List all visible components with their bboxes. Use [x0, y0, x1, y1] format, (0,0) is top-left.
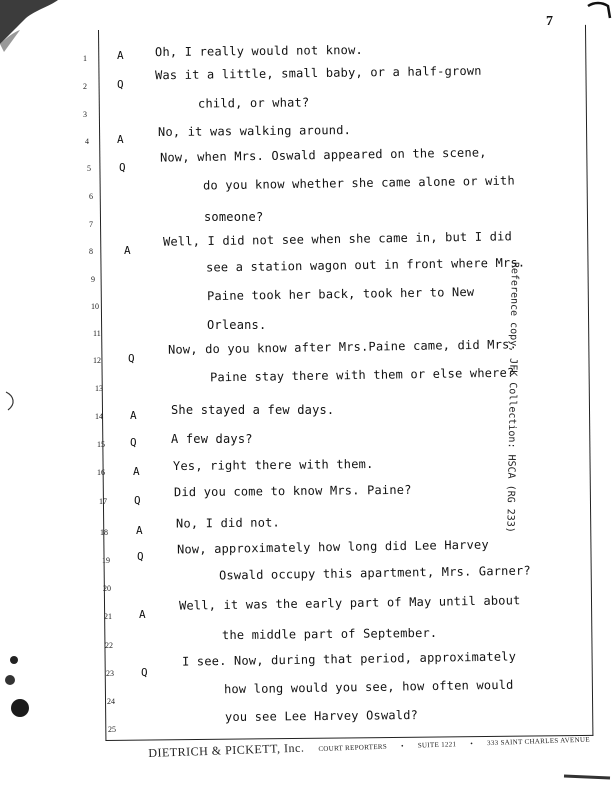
archive-reference-note: Reference copy, JFK Collection: HSCA (RG 233)	[504, 261, 520, 533]
page-number: 7	[546, 14, 553, 29]
line-number: 14	[95, 412, 103, 421]
line-number: 15	[97, 440, 105, 449]
speaker-label: A	[117, 49, 124, 62]
line-number: 7	[89, 220, 93, 229]
line-number: 4	[85, 137, 89, 146]
testimony-text: Did you come to know Mrs. Paine?	[173, 482, 412, 500]
bottom-right-mark	[562, 770, 612, 782]
address-label: 333 SAINT CHARLES AVENUE	[486, 735, 590, 748]
speaker-label: A	[136, 524, 143, 537]
left-margin-blot	[2, 650, 32, 730]
testimony-text: how long would you see, how often would	[223, 677, 514, 697]
suite-label: SUITE 1221	[417, 740, 457, 750]
line-number: 16	[97, 468, 105, 477]
court-reporters-label: COURT REPORTERS	[318, 742, 388, 754]
testimony-text: Oswald occupy this apartment, Mrs. Garner?	[218, 563, 531, 583]
scan-corner-smudge	[0, 0, 70, 70]
testimony-text: Now, approximately how long did Lee Harvey	[176, 537, 489, 557]
testimony-text: do you know whether she came alone or with	[202, 173, 515, 193]
testimony-text: Orleans.	[207, 318, 267, 332]
line-number: 13	[95, 384, 103, 393]
line-number: 2	[83, 82, 87, 91]
separator-dot: •	[400, 742, 404, 751]
line-number: 17	[99, 497, 107, 506]
speaker-label: A	[130, 409, 137, 422]
line-number: 8	[89, 247, 93, 256]
line-number: 25	[108, 725, 116, 734]
line-number: 5	[87, 164, 91, 173]
line-number: 11	[93, 329, 101, 338]
testimony-text: someone?	[204, 210, 264, 224]
testimony-text: Was it a little, small baby, or a half-grown	[154, 63, 482, 83]
line-number: 9	[91, 275, 95, 284]
testimony-text: Now, do you know after Mrs.Paine came, did Mrs.	[167, 337, 518, 357]
testimony-text: I see. Now, during that period, approximately	[181, 649, 517, 669]
firm-name: DIETRICH & PICKETT, Inc.	[148, 740, 305, 760]
testimony-text: Paine stay there with them or else where?	[209, 365, 515, 385]
line-number: 6	[89, 192, 93, 201]
line-number: 22	[105, 641, 113, 650]
line-number: 23	[106, 669, 114, 678]
speaker-label: Q	[141, 666, 148, 679]
line-number: 10	[91, 302, 99, 311]
line-number: 21	[104, 612, 112, 621]
speaker-label: Q	[119, 161, 126, 174]
speaker-label: Q	[130, 436, 137, 449]
testimony-text: Yes, right there with them.	[172, 456, 374, 474]
testimony-text: A few days?	[171, 432, 253, 446]
testimony-text: Well, I did not see when she came in, but I did	[162, 229, 513, 249]
testimony-text: the middle part of September.	[221, 625, 438, 643]
speaker-label: Q	[134, 494, 141, 507]
line-number: 12	[93, 356, 101, 365]
testimony-text: you see Lee Harvey Oswald?	[224, 707, 419, 725]
speaker-label: A	[117, 133, 124, 146]
testimony-text: see a station wagon out in front where Mrs.	[205, 255, 526, 275]
speaker-label: Q	[137, 550, 144, 563]
testimony-text: She stayed a few days.	[171, 403, 335, 417]
testimony-text: Oh, I really would not know.	[154, 42, 363, 60]
left-margin-mark	[2, 390, 20, 414]
testimony-text: Paine took her back, took her to New	[206, 284, 475, 304]
speaker-label: A	[139, 608, 146, 621]
testimony-text: No, I did not.	[175, 515, 281, 531]
top-right-mark	[586, 0, 612, 20]
testimony-text: Well, it was the early part of May until about	[178, 593, 521, 613]
speaker-label: Q	[128, 352, 135, 365]
speaker-label: Q	[117, 78, 124, 91]
speaker-label: A	[133, 465, 140, 478]
testimony-text: child, or what?	[197, 95, 310, 111]
separator-dot: •	[470, 739, 474, 748]
speaker-label: A	[124, 244, 131, 257]
line-number: 24	[107, 697, 115, 706]
line-number: 3	[83, 110, 87, 119]
line-number: 20	[103, 584, 111, 593]
line-number: 1	[83, 54, 87, 63]
line-number: 18	[100, 528, 108, 537]
line-number: 19	[102, 556, 110, 565]
testimony-text: No, it was walking around.	[157, 122, 352, 140]
testimony-text: Now, when Mrs. Oswald appeared on the scene,	[159, 145, 487, 165]
